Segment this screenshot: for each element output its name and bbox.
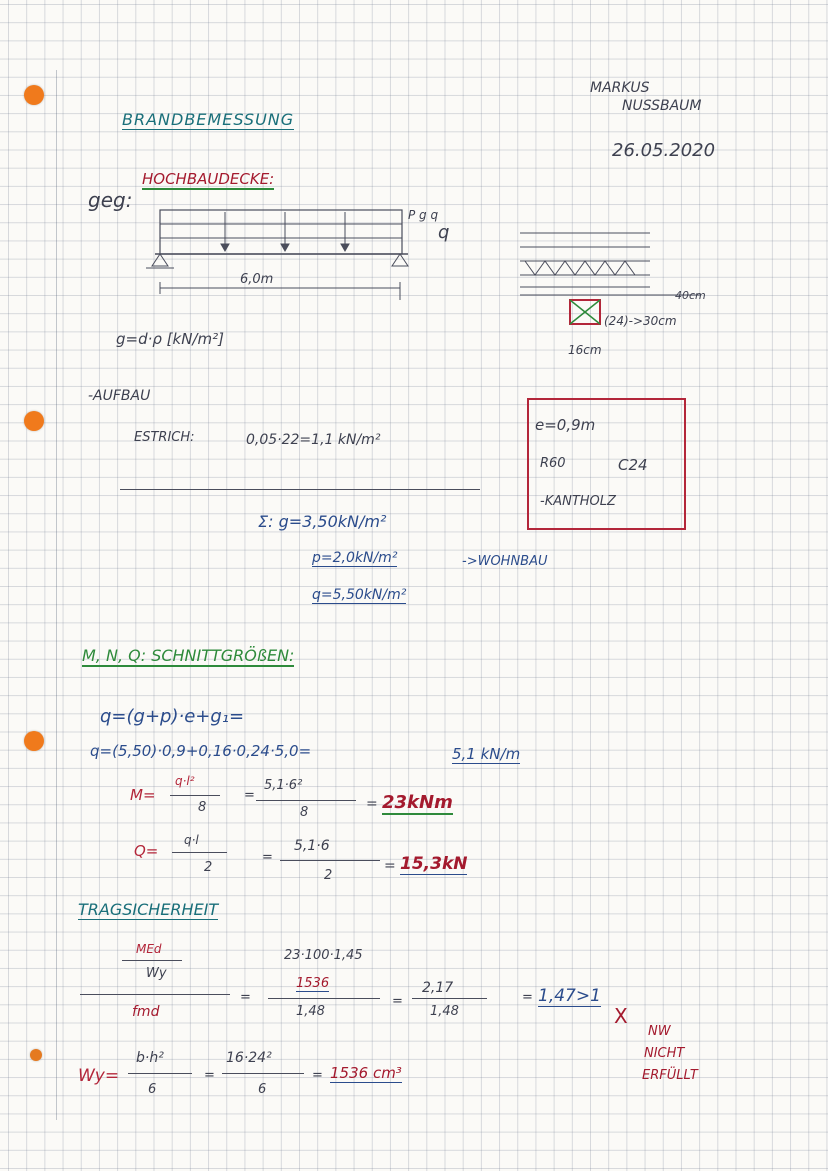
punch-hole [24, 731, 44, 751]
cross-mark: X [614, 1004, 628, 1028]
wy-label: Wy [146, 966, 167, 981]
trag-num-top: 23·100·1,45 [284, 948, 363, 963]
q-calc: q=(5,50)·0,9+0,16·0,24·5,0= [90, 742, 312, 760]
wy-numerator-2: 16·24² [226, 1050, 272, 1066]
sum-g: Σ: g=3,50kN/m² [258, 512, 387, 531]
section-width: 16cm [568, 343, 602, 357]
aufbau-heading: -AUFBAU [88, 388, 151, 404]
trag-num-mid: 1536 [296, 976, 330, 991]
wy-calc-label: Wy= [78, 1066, 120, 1086]
load-letter: q [438, 222, 450, 243]
box-strength-class: C24 [618, 456, 648, 474]
margin-line [56, 70, 57, 1120]
med-label: MEd [136, 942, 162, 956]
schnitt-heading: M, N, Q: SCHNITTGRÖßEN: [82, 646, 295, 665]
support-left [152, 254, 168, 266]
m-result: 23kNm [382, 792, 453, 813]
m-denominator-2: 8 [300, 805, 309, 820]
wy-denominator-2: 6 [258, 1082, 267, 1097]
punch-hole [24, 85, 44, 105]
load-labels: P g q [408, 208, 439, 222]
formula-q: g=d·ρ [kN/m²] [116, 330, 224, 348]
punch-hole [30, 1049, 42, 1061]
author-firstname: MARKUS [590, 80, 650, 96]
load-arrows [221, 212, 349, 251]
wood-grade: (24)->30cm [604, 314, 677, 328]
verdict-line3: ERFÜLLT [642, 1068, 698, 1083]
load-area [160, 210, 402, 254]
wy-denominator: 6 [148, 1082, 157, 1097]
date: 26.05.2020 [612, 140, 716, 161]
trag-result: 1,47>1 [538, 986, 601, 1006]
trag-den: 1,48 [296, 1004, 325, 1019]
m-numerator: q·l² [175, 774, 195, 788]
q2-denominator-2: 2 [324, 868, 333, 883]
m-label: M= [130, 786, 156, 804]
box-spacing: e=0,9m [535, 416, 596, 434]
trag-num3: 2,17 [422, 980, 454, 996]
section-dim-top: 40cm [675, 289, 706, 302]
estrich-label: ESTRICH: [134, 430, 195, 445]
sum-p-note: ->WOHNBAU [462, 554, 548, 569]
wy-result: 1536 cm³ [330, 1064, 402, 1082]
q-formula: q=(g+p)·e+g₁= [100, 706, 245, 727]
verdict-line2: NICHT [644, 1046, 685, 1061]
subtitle: HOCHBAUDECKE: [142, 170, 275, 188]
q2-label: Q= [134, 842, 159, 860]
m-numerator-2: 5,1·6² [264, 778, 303, 793]
given-label: geg: [88, 188, 133, 212]
m-denominator: 8 [198, 800, 207, 815]
wy-numerator: b·h² [136, 1050, 164, 1066]
estrich-calc: 0,05·22=1,1 kN/m² [246, 432, 381, 448]
punch-hole [24, 411, 44, 431]
q2-numerator: q·l [184, 833, 199, 847]
divider [120, 489, 480, 490]
trag-heading: TRAGSICHERHEIT [78, 900, 219, 919]
support-right [392, 254, 408, 266]
sum-p: p=2,0kN/m² [312, 550, 398, 566]
verdict-line1: NW [648, 1024, 671, 1039]
author-lastname: NUSSBAUM [622, 98, 702, 114]
q2-result: 15,3kN [400, 854, 468, 874]
q2-numerator-2: 5,1·6 [294, 838, 330, 854]
trag-den3: 1,48 [430, 1004, 459, 1019]
page-title: BRANDBEMESSUNG [122, 110, 295, 129]
q2-denominator: 2 [204, 860, 213, 875]
q-result: 5,1 kN/m [452, 745, 521, 763]
sum-q: q=5,50kN/m² [312, 587, 407, 603]
fmd-label: fmd [132, 1004, 160, 1020]
insulation-zigzag [525, 261, 635, 275]
box-fire-class: R60 [540, 456, 566, 471]
box-material: -KANTHOLZ [540, 494, 616, 509]
paper-sheet: MARKUS NUSSBAUM 26.05.2020 BRANDBEMESSUNG HOCHBAUDECKE: geg: 6,0m P g q q 40cm (24)->30cm 16cm g=d·ρ [kN/m²] -AUFBAU ESTRICH: 0,05·22=1,1 kN/m² e=0,9m R60 C24 -KANTHOLZ Σ: g=3,50kN/m² p=2,0kN/m² ->WOHNBAU q=5,50kN/m² M, N, Q: SCHNITTGRÖßEN: q=(g+p)·e+g₁= q=(5,50)·0,9+0,16·0,24·5,0= 5,1 kN/m M= q·l² 8 = 5,1·6² 8 = 23kNm Q= q·l 2 = 5,1·6 2 = 15,3kN TRAGSICHERHEIT MEd Wy fmd = 23·100·1,45 1536 1,48 = 2,17 1,48 = 1,47>1 X NW NICHT ERFÜLLT Wy= b·h² 6 = 16·24² 6 = 1536 cm³ [0, 0, 828, 1171]
beam-span: 6,0m [240, 272, 274, 287]
